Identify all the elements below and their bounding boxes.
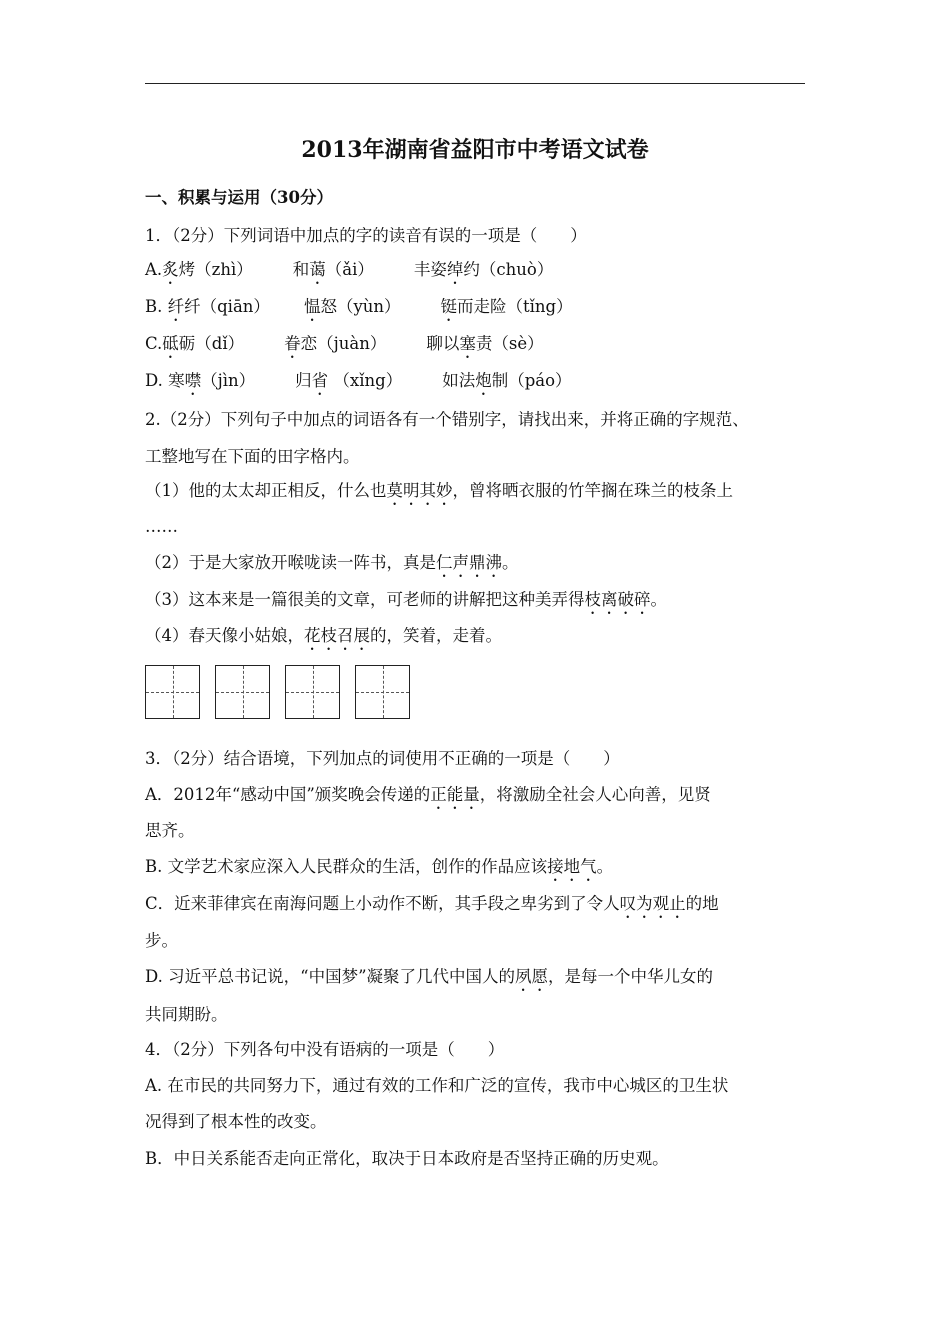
q1-option-c: C.砥砺（dǐ） 眷恋（juàn） 聊以塞责（sè）	[145, 334, 544, 353]
question-2-stem-line1: 2.（2分）下列句子中加点的词语各有一个错别字，请找出来，并将正确的字规范、	[145, 410, 749, 429]
question-3-stem: 3．（2分）结合语境，下列加点的词使用不正确的一项是（ ）	[145, 749, 620, 768]
page-title: 2013年湖南省益阳市中考语文试卷	[301, 137, 649, 163]
q3-option-d-continued: 共同期盼。	[145, 1005, 228, 1024]
q2-sentence-1-continued: ……	[145, 517, 178, 536]
q4-option-b: B．中日关系能否走向正常化，取决于日本政府是否坚持正确的历史观。	[145, 1149, 669, 1168]
q2-sentence-1: （1）他的太太却正相反，什么也莫明其妙，曾将晒衣服的竹竿搁在珠兰的枝条上	[145, 481, 733, 500]
q1-option-b: B. 纤纤（qiān） 愠怒（yùn） 铤而走险（tǐng）	[145, 297, 573, 316]
header-rule	[145, 83, 805, 84]
q3-option-c-continued: 步。	[145, 931, 178, 950]
q3-option-a: A．2012年“感动中国”颁奖晚会传递的正能量，将激励全社会人心向善，见贤	[145, 785, 711, 804]
q4-option-a: A. 在市民的共同努力下，通过有效的工作和广泛的宣传，我市中心城区的卫生状	[145, 1076, 729, 1095]
question-2-stem-line2: 工整地写在下面的田字格内。	[145, 447, 360, 466]
q3-option-a-continued: 思齐。	[145, 821, 195, 840]
tianzige-cell-2[interactable]	[215, 665, 270, 719]
q1-option-d: D. 寒噤（jìn） 归省 （xǐng） 如法炮制（páo）	[145, 371, 572, 390]
q3-option-d: D. 习近平总书记说，“中国梦”凝聚了几代中国人的夙愿，是每一个中华儿女的	[145, 967, 714, 986]
q1-option-a: A.炙烤（zhì） 和蔼（ǎi） 丰姿绰约（chuò）	[145, 260, 554, 279]
q2-sentence-4: （4）春天像小姑娘，花枝召展的，笑着，走着。	[145, 626, 502, 645]
tianzige-grid	[145, 665, 410, 721]
q3-option-b: B. 文学艺术家应深入人民群众的生活，创作的作品应该接地气。	[145, 857, 614, 876]
question-4-stem: 4．（2分）下列各句中没有语病的一项是（ ）	[145, 1040, 505, 1059]
tianzige-cell-3[interactable]	[285, 665, 340, 719]
question-1-stem: 1．（2分）下列词语中加点的字的读音有误的一项是（ ）	[145, 226, 587, 245]
q2-sentence-3: （3）这本来是一篇很美的文章，可老师的讲解把这种美弄得枝离破碎。	[145, 590, 667, 609]
section-heading: 一、积累与运用（30分）	[145, 188, 333, 207]
tianzige-cell-1[interactable]	[145, 665, 200, 719]
q2-sentence-2: （2）于是大家放开喉咙读一阵书，真是仁声鼎沸。	[145, 553, 519, 572]
q4-option-a-continued: 况得到了根本性的改变。	[145, 1112, 327, 1131]
tianzige-cell-4[interactable]	[355, 665, 410, 719]
q3-option-c: C．近来菲律宾在南海问题上小动作不断，其手段之卑劣到了令人叹为观止的地	[145, 894, 719, 913]
